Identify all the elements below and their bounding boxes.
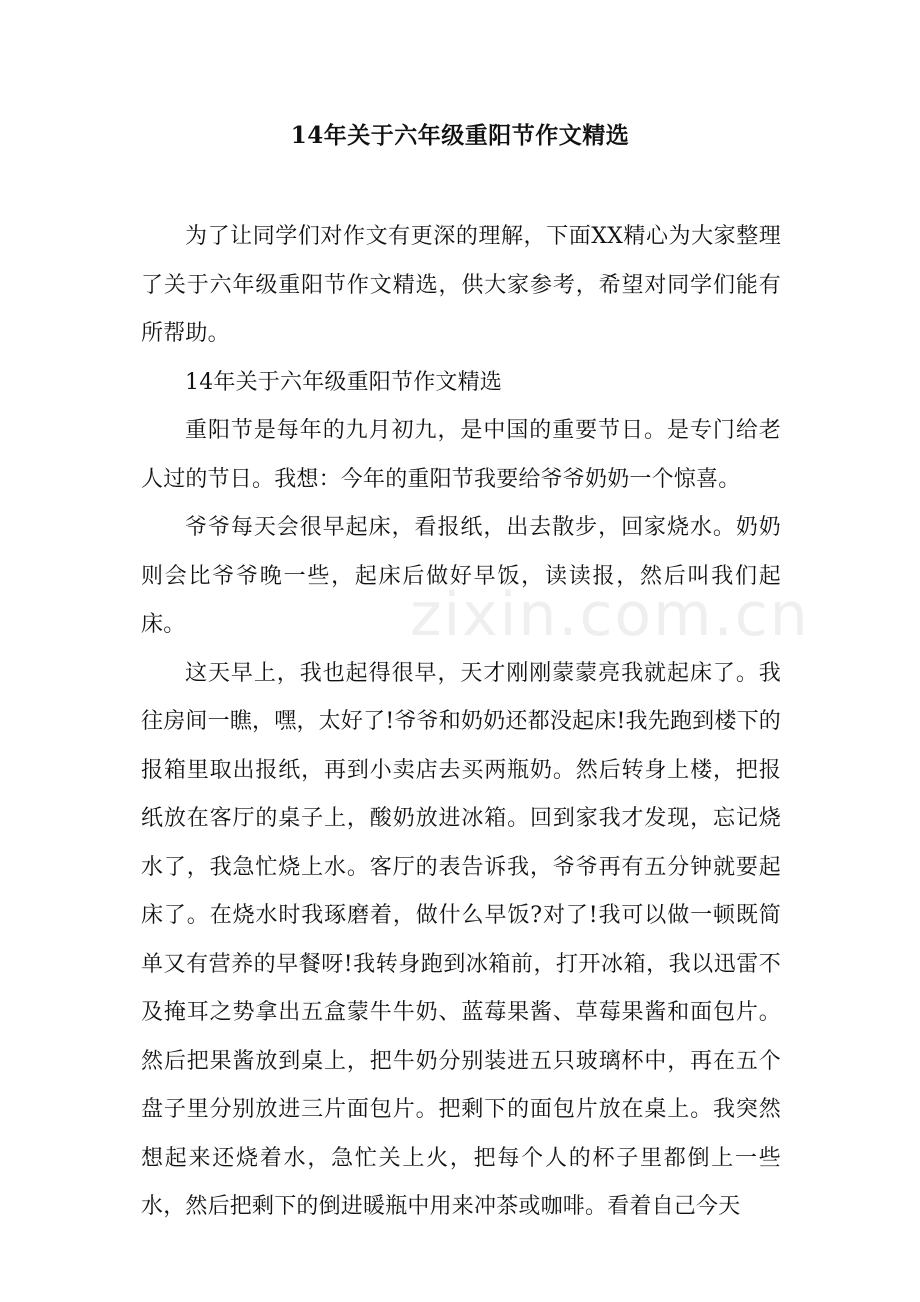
paragraph-intro: 为了让同学们对作文有更深的理解，下面XX精心为大家整理了关于六年级重阳节作文精选，供大家参考，希望对同学们能有所帮助。 bbox=[141, 224, 781, 346]
paragraph-2: 爷爷每天会很早起床，看报纸，出去散步，回家烧水。奶奶则会比爷爷晚一些，起床后做好早饭，读读报，然后叫我们起床。 bbox=[141, 515, 781, 637]
watermark: zixin.com.cn bbox=[410, 580, 810, 650]
paragraph-3: 这天早上，我也起得很早，天才刚刚蒙蒙亮我就起床了。我往房间一瞧，嘿，太好了!爷爷和奶奶还都没起床!我先跑到楼下的报箱里取出报纸，再到小卖店去买两瓶奶。然后转身上楼，把报纸放在客厅的桌子上，酸奶放进冰箱。回到家我才发现，忘记烧水了，我急忙烧上水。客厅的表告诉我，爷爷再有五分钟就要起床了。在烧水时我琢磨着，做什么早饭?对了!我可以做一顿既简单又有营养的早餐呀!我转身跑到冰箱前，打开冰箱，我以迅雷不及掩耳之势拿出五盒蒙牛牛奶、蓝莓果酱、草莓果酱和面包片。然后把果酱放到桌上，把牛奶分别装进五只玻璃杯中，再在五个盘子里分别放进三片面包片。把剩下的面包片放在桌上。我突然想起来还烧着水，急忙关上火，把每个人的杯子里都倒上一些水，然后把剩下的倒进暖瓶中用来冲茶或咖啡。看着自己今天 bbox=[141, 660, 781, 1219]
paragraph-1: 重阳节是每年的九月初九，是中国的重要节日。是专门给老人过的节日。我想：今年的重阳节我要给爷爷奶奶一个惊喜。 bbox=[141, 418, 781, 492]
page-title: 14年关于六年级重阳节作文精选 bbox=[290, 122, 630, 149]
article-body bbox=[141, 213, 781, 1232]
paragraph-subtitle: 14年关于六年级重阳节作文精选 bbox=[185, 369, 502, 395]
